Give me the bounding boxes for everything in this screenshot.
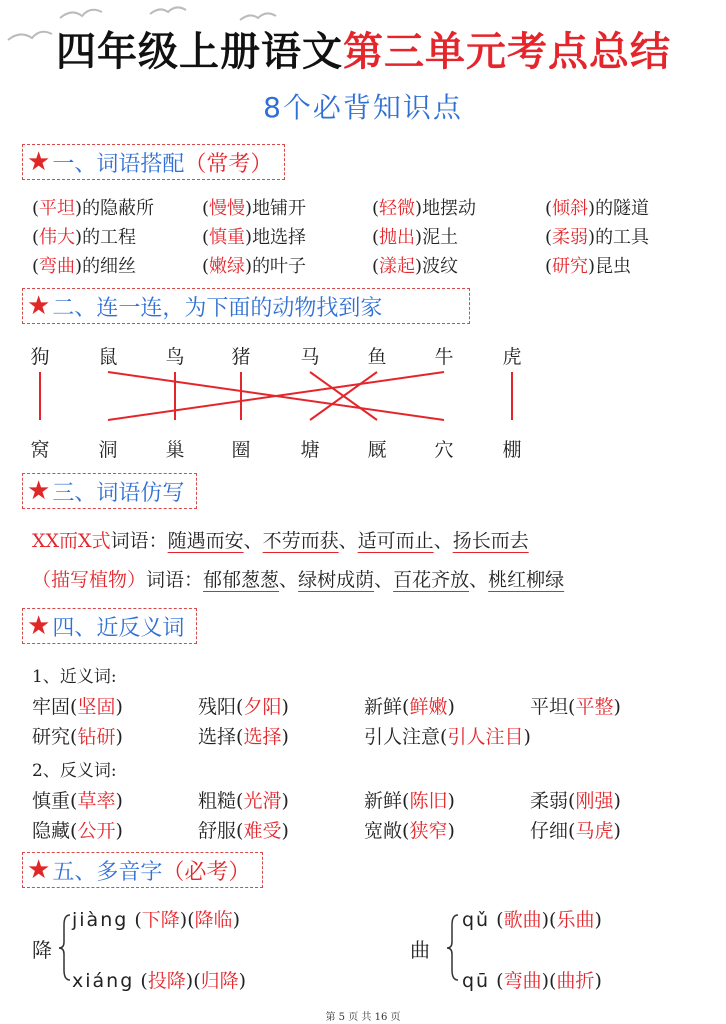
collocation-text: 波纹 [422,256,459,277]
paren-close: ) [115,790,123,812]
paren-open: ( [134,909,142,931]
paren-close: ) [75,256,83,277]
section-title: 一、词语搭配 [52,151,185,177]
separator: 、 [469,569,489,591]
collocation-answer: 倾斜 [552,198,589,219]
answer: 平整 [575,696,614,718]
paren-open: ( [193,970,201,992]
home-label: 厩 [367,439,387,461]
polyphone-word: 下降 [141,909,180,931]
paren-close: ) [588,198,596,219]
paren-open: ( [568,820,576,842]
imitation-word: 扬长而去 [452,530,529,552]
paren-open: ( [140,970,148,992]
word: 舒服 [198,820,237,842]
pinyin: xiáng [72,970,135,992]
paren-close: ) [594,909,602,931]
separator: 、 [338,530,358,552]
paren-close: ) [613,790,621,812]
paren-open: ( [545,198,553,219]
paren-close: ) [588,227,596,248]
paren-close: ) [115,726,123,748]
answer: 陈旧 [409,790,448,812]
section-tag: （常考） [184,151,273,177]
collocation-text: 地选择 [252,227,307,248]
paren-close: ) [115,696,123,718]
paren-close: ) [613,820,621,842]
word: 隐藏 [32,820,71,842]
word: 平坦 [530,696,569,718]
paren-close: ) [245,256,253,277]
polyphone-word: 歌曲 [503,909,542,931]
animal-label: 虎 [502,346,522,368]
imitation-suffix: 词语： [146,569,204,591]
collocation-answer: 慎重 [209,227,246,248]
paren-open: ( [32,198,40,219]
animal-label: 鸟 [165,346,185,368]
imitation-word: 郁郁葱葱 [203,569,280,591]
paren-close: ) [594,970,602,992]
imitation-word: 桃红柳绿 [488,569,565,591]
answer: 公开 [77,820,116,842]
collocation-answer: 轻微 [379,198,416,219]
answer: 草率 [77,790,116,812]
home-label: 塘 [300,439,320,461]
home-label: 圈 [231,439,251,461]
word: 牢固 [32,696,71,718]
title-black-part: 四年级上册语文 [56,29,343,75]
pinyin: jiàng [72,909,129,931]
star-icon: ★ [27,611,51,641]
collocation-text: 的工程 [82,227,137,248]
page-footer: 第 5 页 共 16 页 [325,1012,401,1023]
paren-close: ) [75,198,83,219]
collocation-text: 昆虫 [595,256,632,277]
imitation-word: 随遇而安 [167,530,244,552]
paren-open: ( [496,970,504,992]
collocation-answer: 慢慢 [209,198,246,219]
paren-open: ( [70,726,78,748]
paren-close: ) [281,790,289,812]
collocation-text: 的工具 [595,227,650,248]
word: 粗糙 [198,790,237,812]
section-title: 四、近反义词 [52,615,185,641]
section-title: 三、词语仿写 [52,480,185,506]
home-label: 棚 [502,439,522,461]
paren-close: ) [281,820,289,842]
polyphone-word: 曲折 [556,970,595,992]
section-tag: （必考） [162,859,251,885]
polyphone-word: 投降 [147,970,186,992]
paren-open: ( [202,256,210,277]
synonyms-label: 1、近义词: [32,667,117,687]
paren-open: ( [440,726,448,748]
answer: 马虎 [575,820,614,842]
brace-icon [447,915,458,980]
star-icon: ★ [27,476,51,506]
paren-close: ) [415,227,423,248]
polyphone-word: 归降 [200,970,239,992]
paren-open: ( [236,726,244,748]
paren-close: ) [281,726,289,748]
imitation-label: （描写植物） [32,569,147,591]
paren-close: ) [281,696,289,718]
paren-close: ) [245,198,253,219]
word: 新鲜 [364,790,403,812]
paren-open: ( [70,820,78,842]
answer: 选择 [243,726,282,748]
home-label: 窝 [30,439,50,461]
collocation-answer: 抛出 [379,227,416,248]
collocation-answer: 平坦 [39,198,76,219]
title-red-part: 第三单元考点总结 [343,29,671,75]
imitation-word: 绿树成荫 [298,569,375,591]
brace-icon [59,915,70,980]
paren-close: ) [541,970,550,992]
collocation-answer: 伟大 [39,227,76,248]
answer: 难受 [243,820,282,842]
answer: 狭窄 [409,820,448,842]
word: 研究 [32,726,71,748]
imitation-word: 适可而止 [357,530,434,552]
imitation-word: 不劳而获 [262,530,339,552]
word: 选择 [198,726,237,748]
collocation-answer: 嫩绿 [209,256,246,277]
page-subtitle: 8个必背知识点 [263,91,463,124]
paren-close: ) [179,909,188,931]
star-icon: ★ [27,147,51,177]
paren-close: ) [447,790,455,812]
animal-label: 猪 [231,346,251,368]
paren-open: ( [402,820,410,842]
separator: 、 [279,569,299,591]
paren-open: ( [202,198,210,219]
answer: 钻研 [77,726,116,748]
collocation-answer: 弯曲 [39,256,76,277]
paren-close: ) [447,696,455,718]
pinyin: qū [462,970,491,992]
collocation-answer: 漾起 [379,256,416,277]
paren-open: ( [568,696,576,718]
polyphone-char: 曲 [410,938,430,962]
collocation-answer: 研究 [552,256,589,277]
paren-open: ( [70,696,78,718]
paren-open: ( [568,790,576,812]
imitation-label: XX而X式 [32,530,111,552]
paren-open: ( [32,227,40,248]
section-title: 五、多音字 [52,859,163,885]
polyphone-word: 乐曲 [556,909,595,931]
answer: 坚固 [77,696,116,718]
answer: 刚强 [575,790,614,812]
answer: 光滑 [243,790,282,812]
paren-open: ( [549,970,557,992]
star-icon: ★ [27,291,51,321]
collocation-text: 泥土 [422,227,459,248]
paren-open: ( [549,909,557,931]
separator: 、 [243,530,263,552]
answer: 夕阳 [243,696,282,718]
paren-close: ) [613,696,621,718]
paren-close: ) [185,970,194,992]
paren-open: ( [236,820,244,842]
paren-open: ( [70,790,78,812]
paren-close: ) [75,227,83,248]
animal-label: 鼠 [98,346,118,368]
paren-open: ( [372,256,380,277]
paren-open: ( [202,227,210,248]
paren-close: ) [415,198,423,219]
word: 新鲜 [364,696,403,718]
section-title: 二、连一连，为下面的动物找到家 [52,295,383,321]
paren-open: ( [372,198,380,219]
collocation-text: 地铺开 [252,198,307,219]
collocation-text: 的隐蔽所 [82,198,155,219]
paren-open: ( [236,790,244,812]
paren-open: ( [236,696,244,718]
collocation-text: 的叶子 [252,256,307,277]
star-icon: ★ [27,855,51,885]
separator: 、 [374,569,394,591]
pinyin: qǔ [462,909,491,931]
imitation-suffix: 词语： [110,530,168,552]
paren-open: ( [545,227,553,248]
animal-label: 牛 [434,346,454,368]
paren-open: ( [545,256,553,277]
paren-close: ) [245,227,253,248]
paren-open: ( [187,909,195,931]
home-label: 巢 [165,439,185,461]
answer: 鲜嫩 [409,696,448,718]
word: 宽敞 [364,820,403,842]
paren-close: ) [415,256,423,277]
word: 仔细 [530,820,569,842]
imitation-word: 百花齐放 [393,569,470,591]
paren-close: ) [523,726,531,748]
word: 残阳 [198,696,237,718]
animal-label: 鱼 [367,346,387,368]
animal-label: 马 [300,346,320,368]
polyphone-char: 降 [32,938,52,962]
polyphone-word: 降临 [194,909,233,931]
antonyms-label: 2、反义词: [32,761,117,781]
paren-close: ) [232,909,241,931]
paren-open: ( [32,256,40,277]
home-label: 穴 [434,439,454,461]
answer: 引人注目 [447,726,524,748]
paren-open: ( [402,696,410,718]
polyphone-word: 弯曲 [503,970,542,992]
home-label: 洞 [98,439,118,461]
paren-close: ) [541,909,550,931]
word: 引人注意 [364,726,441,748]
paren-open: ( [496,909,504,931]
paren-close: ) [447,820,455,842]
paren-open: ( [372,227,380,248]
word: 慎重 [32,790,71,812]
word: 柔弱 [530,790,569,812]
paren-open: ( [402,790,410,812]
collocation-text: 地摆动 [422,198,477,219]
paren-close: ) [588,256,596,277]
separator: 、 [433,530,453,552]
collocation-text: 的细丝 [82,256,137,277]
paren-close: ) [115,820,123,842]
animal-label: 狗 [30,346,50,368]
collocation-answer: 柔弱 [552,227,589,248]
paren-close: ) [238,970,247,992]
collocation-text: 的隧道 [595,198,650,219]
